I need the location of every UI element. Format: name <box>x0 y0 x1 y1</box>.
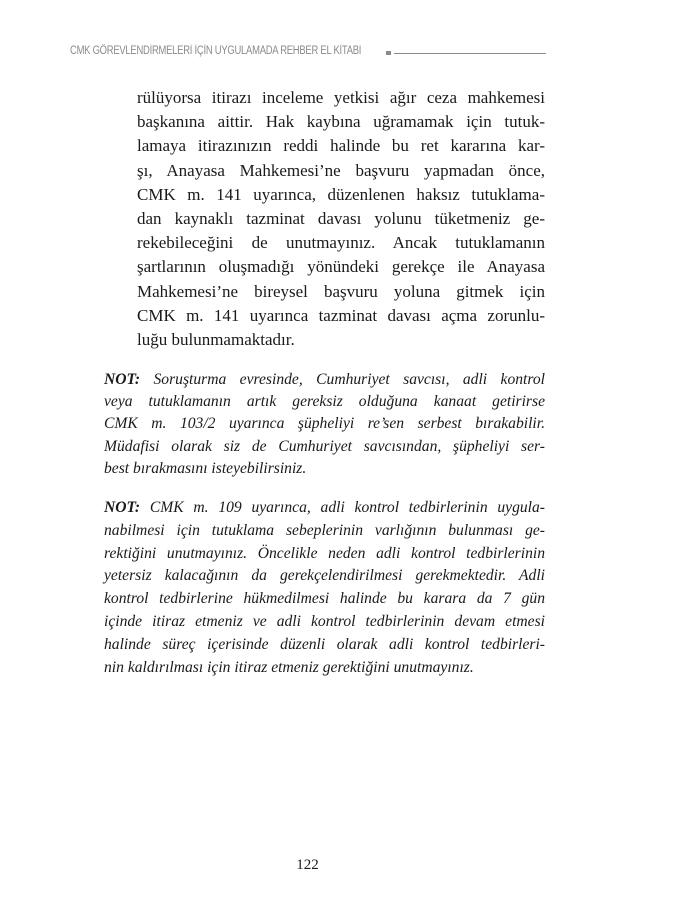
text-line <box>137 304 545 328</box>
text-line <box>137 183 545 207</box>
text-line <box>104 565 545 588</box>
text-line <box>104 413 545 435</box>
text-line <box>137 255 545 279</box>
line-text: başkanına aittir. Hak kaybına uğramamak için tutuk- <box>137 112 545 132</box>
line-text: dan kaynaklı tazminat davası yolunu tüketmeniz ge- <box>137 209 545 229</box>
text-line <box>137 231 545 255</box>
header-rule <box>394 53 546 54</box>
line-text: best bırakmasını isteyebilirsiniz. <box>104 459 307 477</box>
line-text: kontrol tedbirlerine hükmedilmesi halinde bu karara da 7 gün <box>104 590 545 608</box>
line-text: rektiğini unutmayınız. Öncelikle neden adli kontrol tedbirlerinin <box>104 544 545 562</box>
text-line <box>137 159 545 183</box>
text-line <box>104 611 545 634</box>
line-text: şı, Anayasa Mahkemesi’ne başvuru yapmadan önce, <box>137 160 545 180</box>
line-text: şartlarının oluşmadığı yönündeki gerekçe ile Anayasa <box>137 257 545 277</box>
line-text: CMK m. 109 uyarınca, adli kontrol tedbirlerinin uygula- <box>140 499 545 516</box>
line-text: nabilmesi için tutuklama sebeplerinin varlığının bulunması ge- <box>104 521 545 539</box>
line-text: veya tutuklamanın artık gereksiz olduğuna kanaat getirirse <box>104 393 545 411</box>
text-line <box>137 280 545 304</box>
running-header: CMK GÖREVLENDİRMELERİ İÇİN UYGULAMADA REHBER EL KİTABI <box>70 45 362 57</box>
text-line <box>104 634 545 657</box>
line-text: Müdafisi olarak siz de Cumhuriyet savcısından, şüpheliyi ser- <box>104 437 545 455</box>
line-text: yetersiz kalacağının da gerekçelendirilmesi gerekmektedir. Adli <box>104 567 545 585</box>
line-text: rülüyorsa itirazı inceleme yetkisi ağır ceza mahkemesi <box>137 88 545 107</box>
text-line <box>137 207 545 231</box>
text-line <box>137 328 545 352</box>
text-line <box>137 86 545 110</box>
line-text: içinde itiraz etmeniz ve adli kontrol tedbirlerinin devam etmesi <box>104 612 545 630</box>
line-text: Soruşturma evresinde, Cumhuriyet savcısı, adli kontrol <box>140 371 545 388</box>
text-line <box>104 657 545 680</box>
note-1 <box>104 369 545 480</box>
text-line <box>104 436 545 458</box>
line-text: CMK m. 141 uyarınca, düzenlenen haksız tutuklama- <box>137 184 545 204</box>
body-paragraph <box>137 86 545 352</box>
line-text: CMK m. 103/2 uyarınca şüpheliyi re’sen serbest bırakabilir. <box>104 415 545 433</box>
line-text: Mahkemesi’ne bireysel başvuru yoluna gitmek için <box>137 281 545 301</box>
text-line <box>104 543 545 566</box>
line-text: luğu bulunmamaktadır. <box>137 330 295 350</box>
header-square-ornament <box>386 51 391 55</box>
page-number: 122 <box>296 857 319 873</box>
line-text: lamaya itirazınızın reddi halinde bu ret kararına kar- <box>137 136 545 156</box>
text-line <box>137 110 545 134</box>
text-line <box>104 391 545 413</box>
text-line <box>104 369 545 391</box>
line-text: CMK m. 141 uyarınca tazminat davası açma zorunlu- <box>137 305 545 325</box>
note-label: NOT: <box>104 499 141 516</box>
note-2 <box>104 497 545 679</box>
text-line <box>104 588 545 611</box>
text-line <box>104 458 545 480</box>
line-text: rekebileceğini de unutmayınız. Ancak tutuklamanın <box>137 233 545 253</box>
text-line <box>104 497 545 520</box>
text-line <box>104 520 545 543</box>
line-text: halinde süreç içerisinde düzenli olarak adli kontrol tedbirleri- <box>104 635 545 653</box>
text-line <box>137 134 545 158</box>
note-label: NOT: <box>104 371 141 388</box>
line-text: nin kaldırılması için itiraz etmeniz gerektiğini unutmayınız. <box>104 658 474 676</box>
